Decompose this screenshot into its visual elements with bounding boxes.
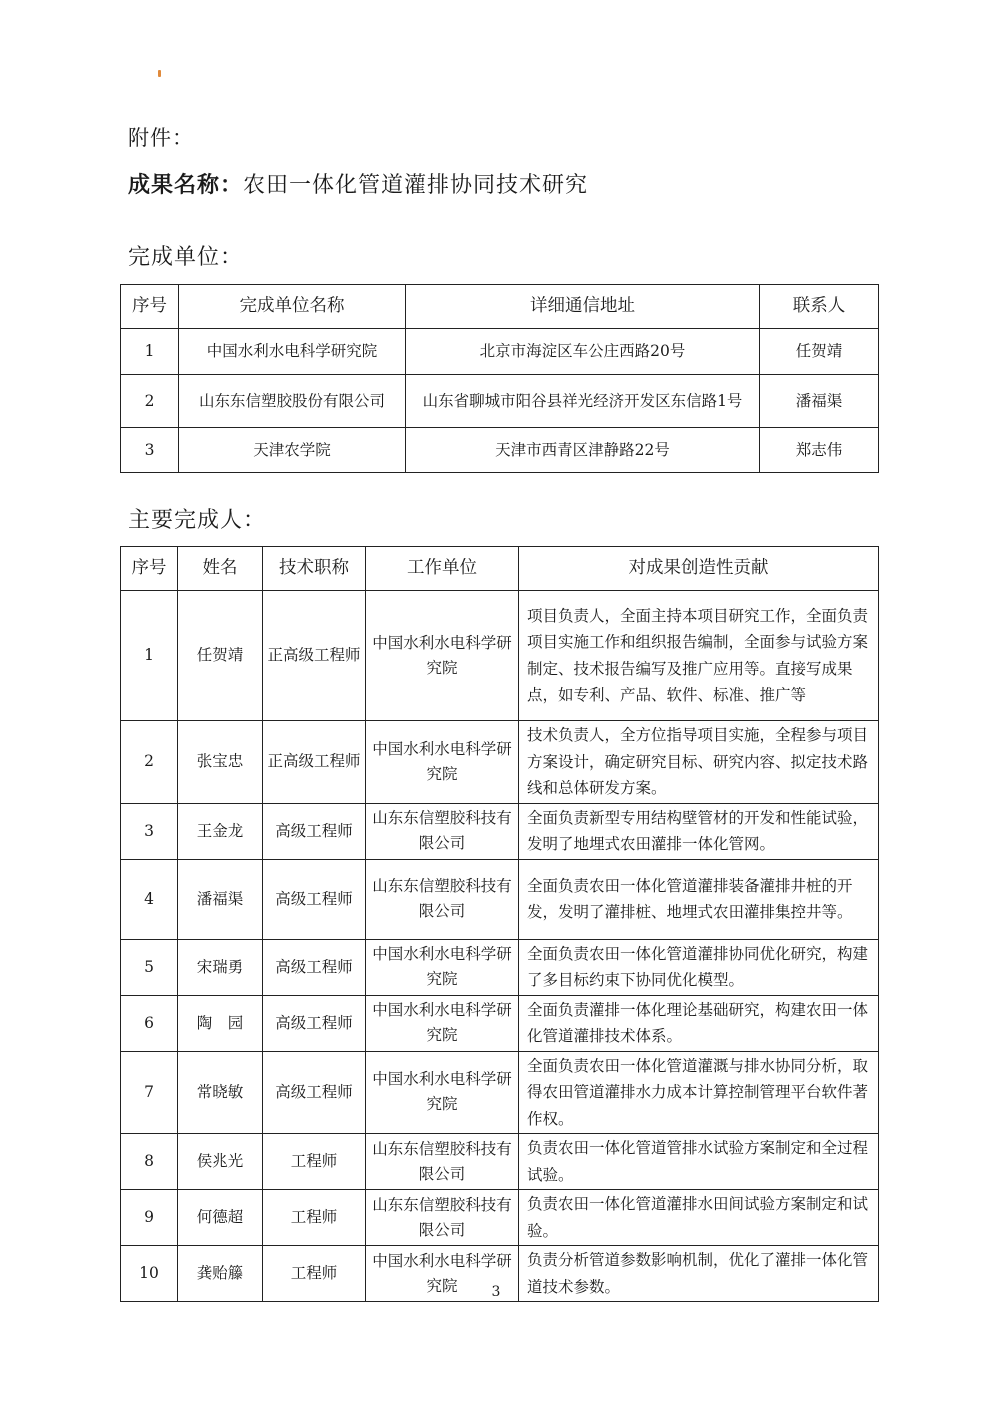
person-no: 5 [121,939,178,995]
unit-name: 中国水利水电科学研究院 [179,329,406,375]
person-name: 王金龙 [178,803,263,859]
person-title: 工程师 [263,1190,366,1246]
table-row [121,375,879,428]
person-contribution: 负责农田一体化管道灌排水田间试验方案制定和试验。 [519,1190,879,1246]
people-header-unit: 工作单位 [366,547,519,591]
person-contribution: 技术负责人，全方位指导项目实施，全程参与项目方案设计，确定研究目标、研究内容、拟定技术路线和总体研发方案。 [519,721,879,804]
person-name: 陶 园 [178,995,263,1051]
unit-name: 天津农学院 [179,428,406,473]
table-row [121,721,879,804]
achievement-label: 成果名称： [128,173,244,198]
people-header-title: 技术职称 [263,547,366,591]
unit-no: 2 [121,375,179,428]
unit-contact: 郑志伟 [760,428,879,473]
table-row [121,1190,879,1246]
person-unit: 山东东信塑胶科技有限公司 [366,803,519,859]
table-row [121,428,879,473]
person-title: 正高级工程师 [263,721,366,804]
unit-address: 山东省聊城市阳谷县祥光经济开发区东信路1号 [406,375,760,428]
achievement-title [128,168,588,199]
person-title: 高级工程师 [263,939,366,995]
person-unit: 山东东信塑胶科技有限公司 [366,1190,519,1246]
units-table [120,284,879,473]
person-contribution: 全面负责灌排一体化理论基础研究，构建农田一体化管道灌排技术体系。 [519,995,879,1051]
person-no: 1 [121,591,178,721]
people-header-contribution: 对成果创造性贡献 [519,547,879,591]
person-no: 7 [121,1051,178,1134]
people-table [120,546,879,1302]
person-name: 潘福渠 [178,859,263,939]
units-header-name: 完成单位名称 [179,285,406,329]
person-unit: 中国水利水电科学研究院 [366,591,519,721]
people-header-row [121,547,879,591]
table-row [121,329,879,375]
person-contribution: 负责分析管道参数影响机制，优化了灌排一体化管道技术参数。 [519,1246,879,1302]
units-header-address: 详细通信地址 [406,285,760,329]
person-unit: 中国水利水电科学研究院 [366,939,519,995]
person-no: 4 [121,859,178,939]
people-header-name: 姓名 [178,547,263,591]
stray-ink-mark [158,70,161,77]
person-unit: 山东东信塑胶科技有限公司 [366,859,519,939]
people-header-no: 序号 [121,547,178,591]
person-title: 高级工程师 [263,859,366,939]
person-title: 工程师 [263,1246,366,1302]
people-section-title: 主要完成人： [128,508,267,533]
person-name: 任贺靖 [178,591,263,721]
person-no: 10 [121,1246,178,1302]
person-title: 高级工程师 [263,803,366,859]
unit-no: 3 [121,428,179,473]
table-row [121,859,879,939]
units-header-row [121,285,879,329]
unit-address: 北京市海淀区车公庄西路20号 [406,329,760,375]
person-title: 正高级工程师 [263,591,366,721]
person-contribution: 全面负责农田一体化管道灌排协同优化研究，构建了多目标约束下协同优化模型。 [519,939,879,995]
units-header-no: 序号 [121,285,179,329]
table-row [121,1051,879,1134]
person-no: 9 [121,1190,178,1246]
person-name: 何德超 [178,1190,263,1246]
person-unit: 中国水利水电科学研究院 [366,995,519,1051]
person-no: 3 [121,803,178,859]
table-row [121,591,879,721]
person-title: 高级工程师 [263,995,366,1051]
person-title: 高级工程师 [263,1051,366,1134]
unit-address: 天津市西青区津静路22号 [406,428,760,473]
person-name: 张宝忠 [178,721,263,804]
person-contribution: 全面负责农田一体化管道灌排装备灌排井桩的开发，发明了灌排桩、地埋式农田灌排集控井等。 [519,859,879,939]
unit-name: 山东东信塑胶股份有限公司 [179,375,406,428]
unit-contact: 潘福渠 [760,375,879,428]
person-title: 工程师 [263,1134,366,1190]
person-contribution: 负责农田一体化管道管排水试验方案制定和全过程试验。 [519,1134,879,1190]
table-row [121,1134,879,1190]
person-contribution: 项目负责人，全面主持本项目研究工作，全面负责项目实施工作和组织报告编制，全面参与试验方案制定、技术报告编写及推广应用等。直接写成果点，如专利、产品、软件、标准、推广等 [519,591,879,721]
person-contribution: 全面负责农田一体化管道灌溉与排水协同分析，取得农田管道灌排水力成本计算控制管理平台软件著作权。 [519,1051,879,1134]
unit-contact: 任贺靖 [760,329,879,375]
person-no: 2 [121,721,178,804]
table-row [121,939,879,995]
person-unit: 山东东信塑胶科技有限公司 [366,1134,519,1190]
person-name: 宋瑞勇 [178,939,263,995]
person-unit: 中国水利水电科学研究院 [366,1051,519,1134]
table-row [121,803,879,859]
unit-no: 1 [121,329,179,375]
person-no: 8 [121,1134,178,1190]
achievement-name: 农田一体化管道灌排协同技术研究 [243,173,589,198]
units-section-title: 完成单位： [128,245,244,270]
table-row [121,995,879,1051]
person-unit: 中国水利水电科学研究院 [366,721,519,804]
person-contribution: 全面负责新型专用结构壁管材的开发和性能试验，发明了地埋式农田灌排一体化管网。 [519,803,879,859]
page-number: 3 [491,1284,501,1300]
units-header-contact: 联系人 [760,285,879,329]
person-name: 侯兆光 [178,1134,263,1190]
attachment-label: 附件： [128,126,194,150]
person-name: 常晓敏 [178,1051,263,1134]
person-name: 龚贻籐 [178,1246,263,1302]
person-unit: 中国水利水电科学研究院 [366,1246,519,1302]
person-no: 6 [121,995,178,1051]
